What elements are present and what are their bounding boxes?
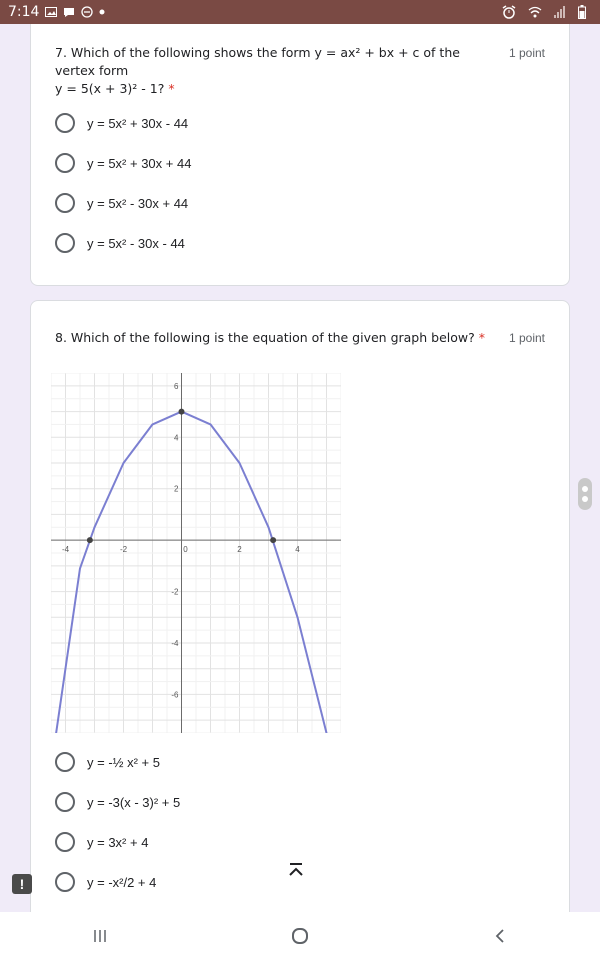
q7-option-2[interactable] (55, 152, 191, 174)
message-icon (63, 7, 75, 18)
radio-button[interactable] (55, 872, 75, 892)
radio-button[interactable] (55, 153, 75, 173)
required-asterisk: * (478, 330, 485, 345)
x-tick-label: 2 (237, 545, 242, 555)
question-8-title (55, 329, 485, 347)
radio-button[interactable] (55, 193, 75, 213)
minus-circle-icon (81, 6, 93, 18)
option-label: y = -3(x - 3)² + 5 (87, 794, 181, 810)
recent-apps-icon (92, 928, 108, 944)
y-tick-label: -4 (171, 639, 179, 648)
alarm-icon (502, 5, 516, 19)
status-time: 7:14 (8, 4, 40, 20)
q8-option-3[interactable] (55, 831, 148, 853)
radio-button[interactable] (55, 792, 75, 812)
x-tick-label: 0 (183, 545, 188, 555)
q8-option-4[interactable] (55, 871, 156, 893)
option-label: y = 5x² + 30x + 44 (87, 155, 192, 171)
question-7-title (55, 44, 485, 98)
back-button[interactable] (480, 916, 520, 956)
option-label: y = -½ x² + 5 (87, 754, 160, 770)
report-icon[interactable]: ! (12, 874, 32, 894)
handle-dot (582, 496, 588, 502)
recent-apps-button[interactable] (80, 916, 120, 956)
radio-button[interactable] (55, 832, 75, 852)
parabola-graph (51, 373, 341, 733)
graph-point (270, 537, 276, 543)
chevron-up-bar-icon (286, 860, 306, 880)
y-tick-label: -2 (171, 587, 179, 597)
wifi-icon (528, 6, 542, 18)
option-label: y = 5x² - 30x - 44 (87, 235, 185, 251)
signal-icon (554, 6, 566, 18)
y-tick-label: 6 (174, 381, 179, 391)
question-8-points: 1 point (508, 331, 545, 345)
battery-icon (578, 5, 586, 19)
q8-option-2[interactable] (55, 791, 180, 813)
radio-button[interactable] (55, 233, 75, 253)
question-7-title-line1: 7. Which of the following shows the form y = ax² + bx + c of the vertex form (55, 45, 460, 78)
q7-option-4[interactable] (55, 232, 185, 254)
handle-dot (582, 486, 588, 492)
question-8-title-text: 8. Which of the following is the equation of the given graph below? (55, 330, 475, 345)
collapse-nav-button[interactable] (284, 858, 308, 882)
back-icon (492, 928, 508, 944)
option-label: y = -x²/2 + 4 (87, 874, 157, 890)
navigation-bar (0, 912, 600, 960)
home-icon (290, 926, 310, 946)
x-tick-label: -4 (61, 545, 70, 555)
y-tick-label: 2 (174, 484, 179, 494)
graph-point (87, 537, 93, 543)
radio-button[interactable] (55, 113, 75, 133)
x-tick-label: -2 (119, 545, 128, 555)
status-bar (0, 0, 600, 24)
q8-option-1[interactable] (55, 751, 160, 773)
gallery-icon (45, 7, 57, 17)
y-tick-label: 4 (174, 433, 179, 443)
option-label: y = 5x² - 30x + 44 (87, 195, 189, 211)
question-7-card (30, 24, 570, 286)
side-drag-handle[interactable] (578, 478, 592, 510)
question-7-title-line2: y = 5(x + 3)² - 1? (55, 81, 165, 96)
radio-button[interactable] (55, 752, 75, 772)
x-tick-label: 4 (295, 545, 300, 555)
dot-icon (99, 9, 105, 15)
option-label: y = 3x² + 4 (87, 834, 149, 850)
required-asterisk: * (168, 81, 175, 96)
graph-point (179, 409, 185, 415)
q7-option-3[interactable] (55, 192, 188, 214)
question-8-card (30, 300, 570, 940)
q7-option-1[interactable] (55, 112, 188, 134)
question-7-points: 1 point (508, 46, 545, 60)
option-label: y = 5x² + 30x - 44 (87, 115, 189, 131)
home-button[interactable] (280, 916, 320, 956)
y-tick-label: -6 (171, 690, 179, 700)
